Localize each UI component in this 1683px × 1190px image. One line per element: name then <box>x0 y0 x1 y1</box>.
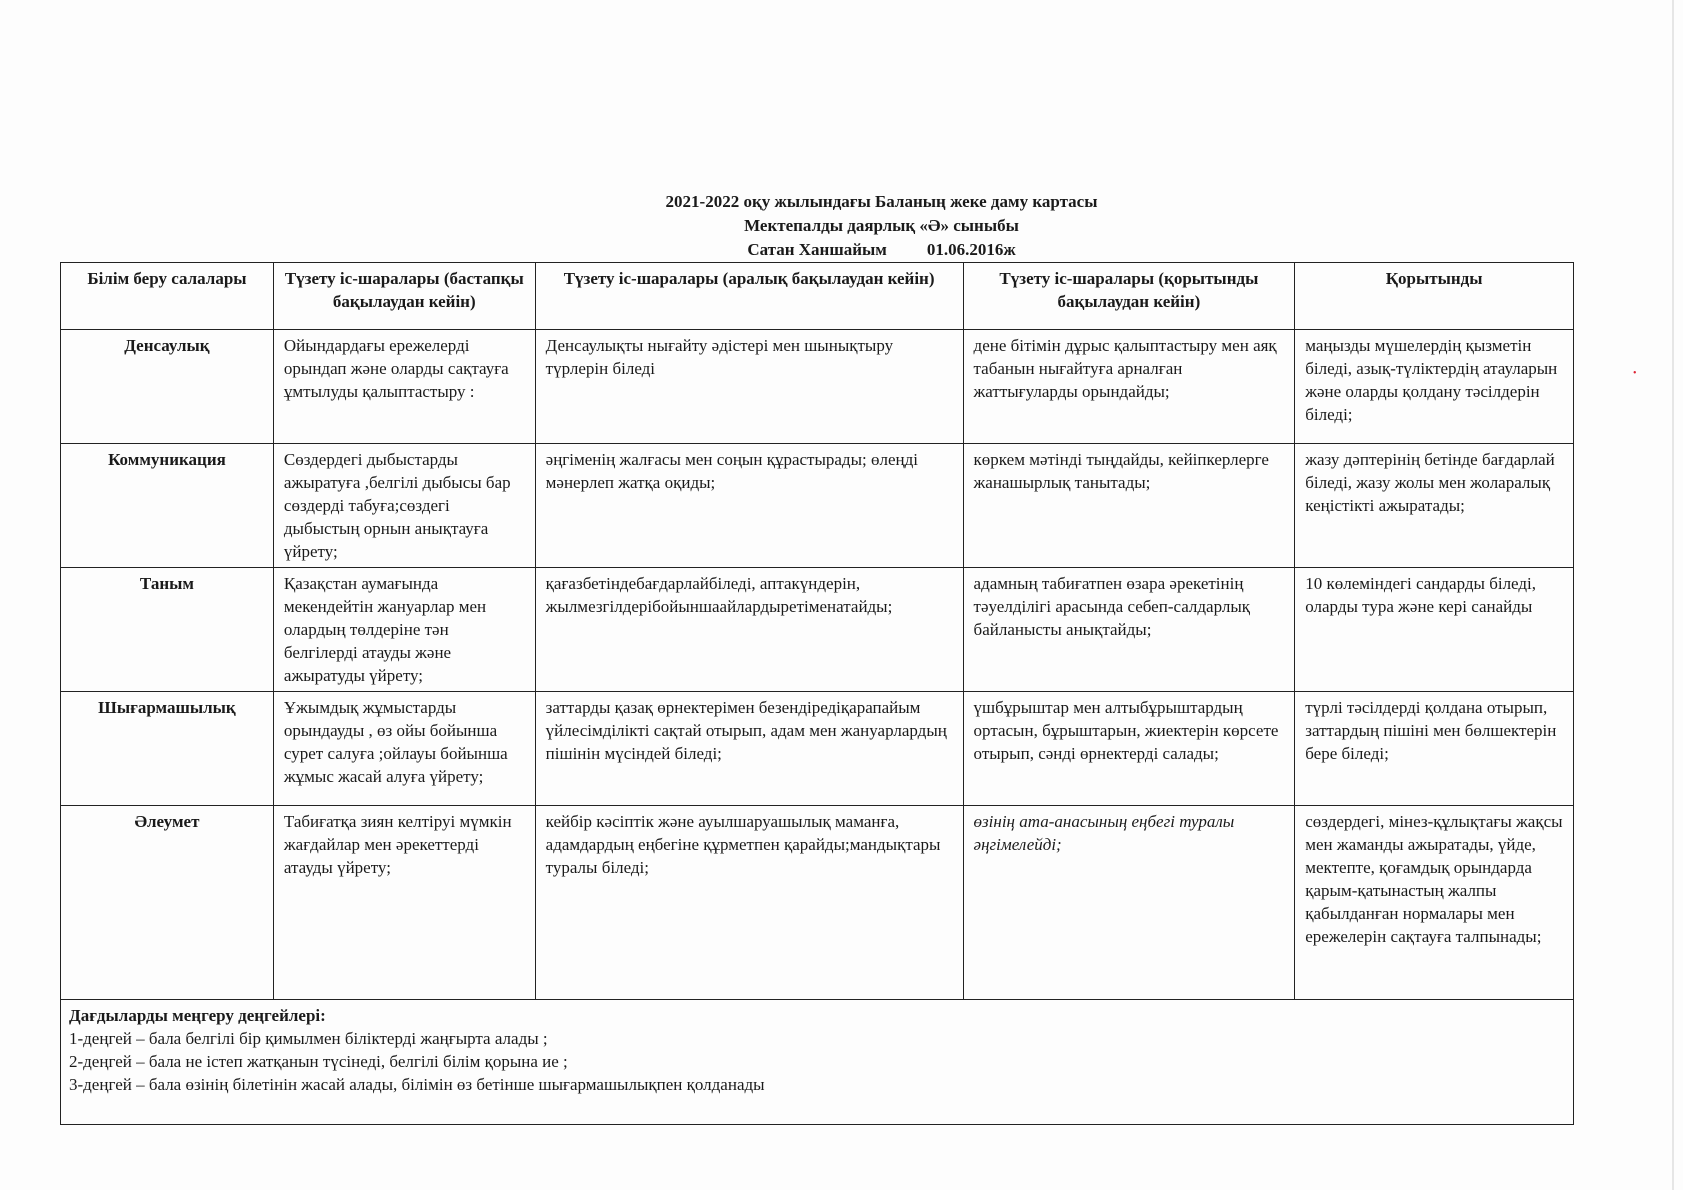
legend-level-1: 1-деңгей – бала белгілі бір қимылмен біліктерді жаңғырта алады ; <box>69 1029 548 1048</box>
column-header-area: Білім беру салалары <box>61 263 274 330</box>
intermediate-cell: қағазбетіндебағдарлайбіледі, аптакүндерін, жылмезгілдерібойыншаайлардыретіменатайды; <box>535 568 963 692</box>
table-header-row <box>61 263 1574 330</box>
table-row <box>61 692 1574 806</box>
table-row <box>61 568 1574 692</box>
intermediate-cell: Денсаулықты нығайту әдістері мен шынықтыру түрлерін біледі <box>535 330 963 444</box>
intermediate-cell: кейбір кәсіптік және ауылшаруашылық маманға, адамдардың еңбегіне құрметпен қарайды;мандықтары туралы біледі; <box>535 806 963 1000</box>
group-name: Мектепалды даярлық «Ә» сыныбы <box>744 216 1019 235</box>
area-cell: Әлеумет <box>61 806 274 1000</box>
area-cell: Таным <box>61 568 274 692</box>
area-cell: Денсаулық <box>61 330 274 444</box>
birth-date: 01.06.2016ж <box>926 240 1016 259</box>
table-row <box>61 806 1574 1000</box>
scan-speck: • <box>1633 368 1637 379</box>
column-header-initial: Түзету іс-шаралары (бастапқы бақылаудан кейін) <box>273 263 535 330</box>
intermediate-cell: заттарды қазақ өрнектерімен безендіредіқарапайым үйлесімділікті сақтай отырып, адам мен жануарлардың пішінін мүсіндей біледі; <box>535 692 963 806</box>
area-cell: Коммуникация <box>61 444 274 568</box>
table-row <box>61 444 1574 568</box>
child-name: Сатан Ханшайым <box>747 240 887 259</box>
skill-levels-legend <box>61 1000 1574 1125</box>
initial-cell: Ойындардағы ережелерді орындап және оларды сақтауға ұмтылуды қалыптастыру : <box>273 330 535 444</box>
conclusion-cell: жазу дәптерінің бетінде бағдарлай біледі, жазу жолы мен жоларалық кеңістікті ажыратады; <box>1295 444 1574 568</box>
column-header-intermediate: Түзету іс-шаралары (аралық бақылаудан кейін) <box>535 263 963 330</box>
final-cell: көркем мәтінді тыңдайды, кейіпкерлерге жанашырлық танытады; <box>963 444 1295 568</box>
legend-title: Дағдыларды меңгеру деңгейлері: <box>69 1006 326 1025</box>
conclusion-cell: түрлі тәсілдерді қолдана отырып, заттардың пішіні мен бөлшектерін бере біледі; <box>1295 692 1574 806</box>
conclusion-cell: 10 көлеміндегі сандарды біледі, оларды тура және кері санайды <box>1295 568 1574 692</box>
column-header-conclusion: Қорытынды <box>1295 263 1574 330</box>
legend-level-3: 3-деңгей – бала өзінің білетінін жасай алады, білімін өз бетінше шығармашылықпен қолданады <box>69 1075 765 1094</box>
initial-cell: Сөздердегі дыбыстарды ажыратуға ,белгілі дыбысы бар сөздерді табуға;сөздегі дыбыстың орнын анықтауға үйрету; <box>273 444 535 568</box>
legend-level-2: 2-деңгей – бала не істеп жатқанын түсінеді, белгілі білім қорына ие ; <box>69 1052 568 1071</box>
initial-cell: Табиғатқа зиян келтіруі мүмкін жағдайлар мен әрекеттерді атауды үйрету; <box>273 806 535 1000</box>
final-cell: дене бітімін дұрыс қалыптастыру мен аяқ табанын нығайтуға арналған жаттығуларды орындайды; <box>963 330 1295 444</box>
legend-row <box>61 1000 1574 1125</box>
document-header <box>0 190 1683 262</box>
final-cell: үшбұрыштар мен алтыбұрыштардың ортасын, бұрыштарын, жиектерін көрсете отырып, сәнді өрнектерді салады; <box>963 692 1295 806</box>
scan-edge-line <box>1672 0 1674 1190</box>
conclusion-cell: маңызды мүшелердің қызметін біледі, азық-түліктердің атауларын және оларды қолдану тәсілдерін біледі; <box>1295 330 1574 444</box>
area-cell: Шығармашылық <box>61 692 274 806</box>
intermediate-cell: әңгіменің жалғасы мен соңын құрастырады; өлеңді мәнерлеп жатқа оқиды; <box>535 444 963 568</box>
final-cell: адамның табиғатпен өзара әрекетінің тәуелділігі арасында себеп-салдарлық байланысты анықтайды; <box>963 568 1295 692</box>
initial-cell: Ұжымдық жұмыстарды орындауды , өз ойы бойынша сурет салуға ;ойлауы бойынша жұмыс жасай алуға үйрету; <box>273 692 535 806</box>
development-card-table <box>60 262 1574 1125</box>
final-cell: өзінің ата-анасының еңбегі туралы әңгімелейді; <box>963 806 1295 1000</box>
conclusion-cell: сөздердегі, мінез-құлықтағы жақсы мен жаманды ажыратады, үйде, мектепте, қоғамдық орындарда қарым-қатынастың жалпы қабылданған нормалары мен ережелерін сақтауға талпынады; <box>1295 806 1574 1000</box>
table-row <box>61 330 1574 444</box>
document-title: 2021-2022 оқу жылындағы Баланың жеке даму картасы <box>665 192 1098 211</box>
child-info <box>80 238 1683 262</box>
column-header-final: Түзету іс-шаралары (қорытынды бақылаудан кейін) <box>963 263 1295 330</box>
initial-cell: Қазақстан аумағында мекендейтін жануарлар мен олардың төлдеріне тән белгілерді атауды және ажыратуды үйрету; <box>273 568 535 692</box>
